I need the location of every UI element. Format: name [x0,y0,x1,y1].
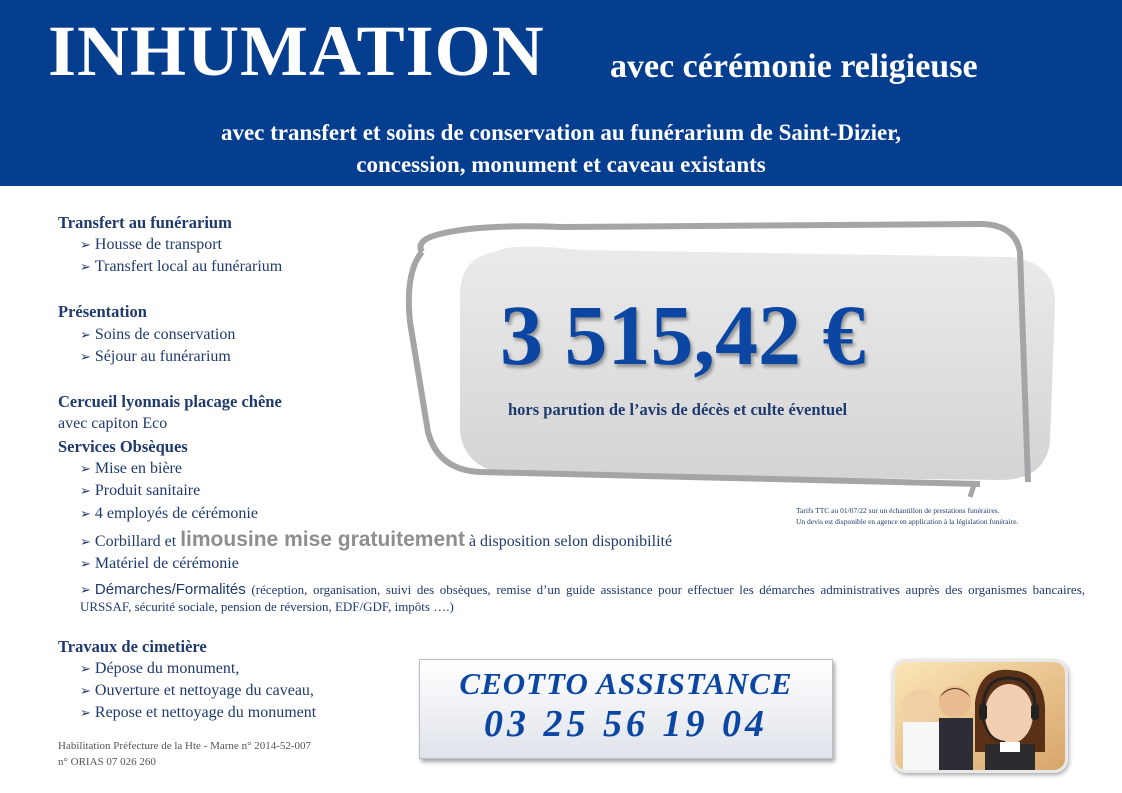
demarches-formalites [80,582,1085,615]
call-center-operator-photo [892,659,1068,773]
list-item: ➢ Repose et nettoyage du monument [80,704,317,721]
tarif-disclaimer: Tarifs TTC au 01/07/22 sur un échantillon de prestations funéraires. Un devis est disponible en agence en application à la législation funéraire. [796,506,1019,526]
demarches-detail: (réception, organisation, suivi des obsèques, remise d’un guide assistance pour effectuer les démarches administratives auprès des organismes bancaires, URSSAF, sécurité sociale, pension de réversion, EDF/GDF, impôts ….) [80,582,1086,614]
section-title-presentation: Présentation [58,302,147,321]
contact-box [419,659,833,759]
section-title-services: Services Obsèques [58,437,188,456]
section-title-transfert: Transfert au funérarium [58,213,232,232]
list-item: ➢ Matériel de cérémonie [80,555,239,572]
arrow-bullet-icon: ➢ [80,662,91,677]
header-banner [0,0,1122,186]
arrow-bullet-icon: ➢ [80,684,91,699]
list-item-corbillard: ➢ Corbillard et limousine mise gratuitement à disposition selon disponibilité [80,528,673,551]
arrow-bullet-icon: ➢ [80,260,91,275]
arrow-bullet-icon: ➢ [80,706,91,721]
arrow-bullet-icon: ➢ [80,328,91,343]
demarches-label: Démarches/Formalités [94,581,246,598]
arrow-bullet-icon: ➢ [80,535,91,550]
list-item: ➢ 4 employés de cérémonie [80,505,258,522]
list-item: ➢ Ouverture et nettoyage du caveau, [80,682,314,699]
arrow-bullet-icon: ➢ [80,583,91,598]
page-subtitle: avec cérémonie religieuse [610,48,978,85]
price-note: hors parution de l’avis de décès et culte éventuel [508,400,848,419]
list-item: ➢ Housse de transport [80,236,222,253]
arrow-bullet-icon: ➢ [80,350,91,365]
cercueil-subtitle: avec capiton Eco [58,415,168,432]
list-item: ➢ Dépose du monument, [80,660,240,677]
header-description-line-2: concession, monument et caveau existants [356,152,766,177]
arrow-bullet-icon: ➢ [80,462,91,477]
arrow-bullet-icon: ➢ [80,557,91,572]
arrow-bullet-icon: ➢ [80,507,91,522]
price-amount: 3 515,42 € [500,287,866,383]
footer-legal [58,738,311,770]
list-item: ➢ Séjour au funérarium [80,348,231,365]
list-item: ➢ Produit sanitaire [80,482,201,499]
limousine-highlight: limousine mise gratuitement [180,528,465,551]
list-item: ➢ Soins de conservation [80,326,236,343]
footer-orias: n° ORIAS 07 026 260 [58,756,156,768]
section-title-cercueil: Cercueil lyonnais placage chêne [58,392,282,411]
arrow-bullet-icon: ➢ [80,238,91,253]
footer-habilitation: Habilitation Préfecture de la Hte - Marne n° 2014-52-007 [58,740,312,752]
section-title-travaux: Travaux de cimetière [58,637,207,656]
header-description-line-1: avec transfert et soins de conservation au funérarium de Saint-Dizier, [220,120,902,145]
contact-phone[interactable]: 03 25 56 19 04 [484,703,768,745]
list-item: ➢ Mise en bière [80,460,182,477]
page-title: INHUMATION [48,11,545,91]
contact-name: CEOTTO ASSISTANCE [459,666,793,701]
arrow-bullet-icon: ➢ [80,484,91,499]
list-item: ➢ Transfert local au funérarium [80,258,283,275]
